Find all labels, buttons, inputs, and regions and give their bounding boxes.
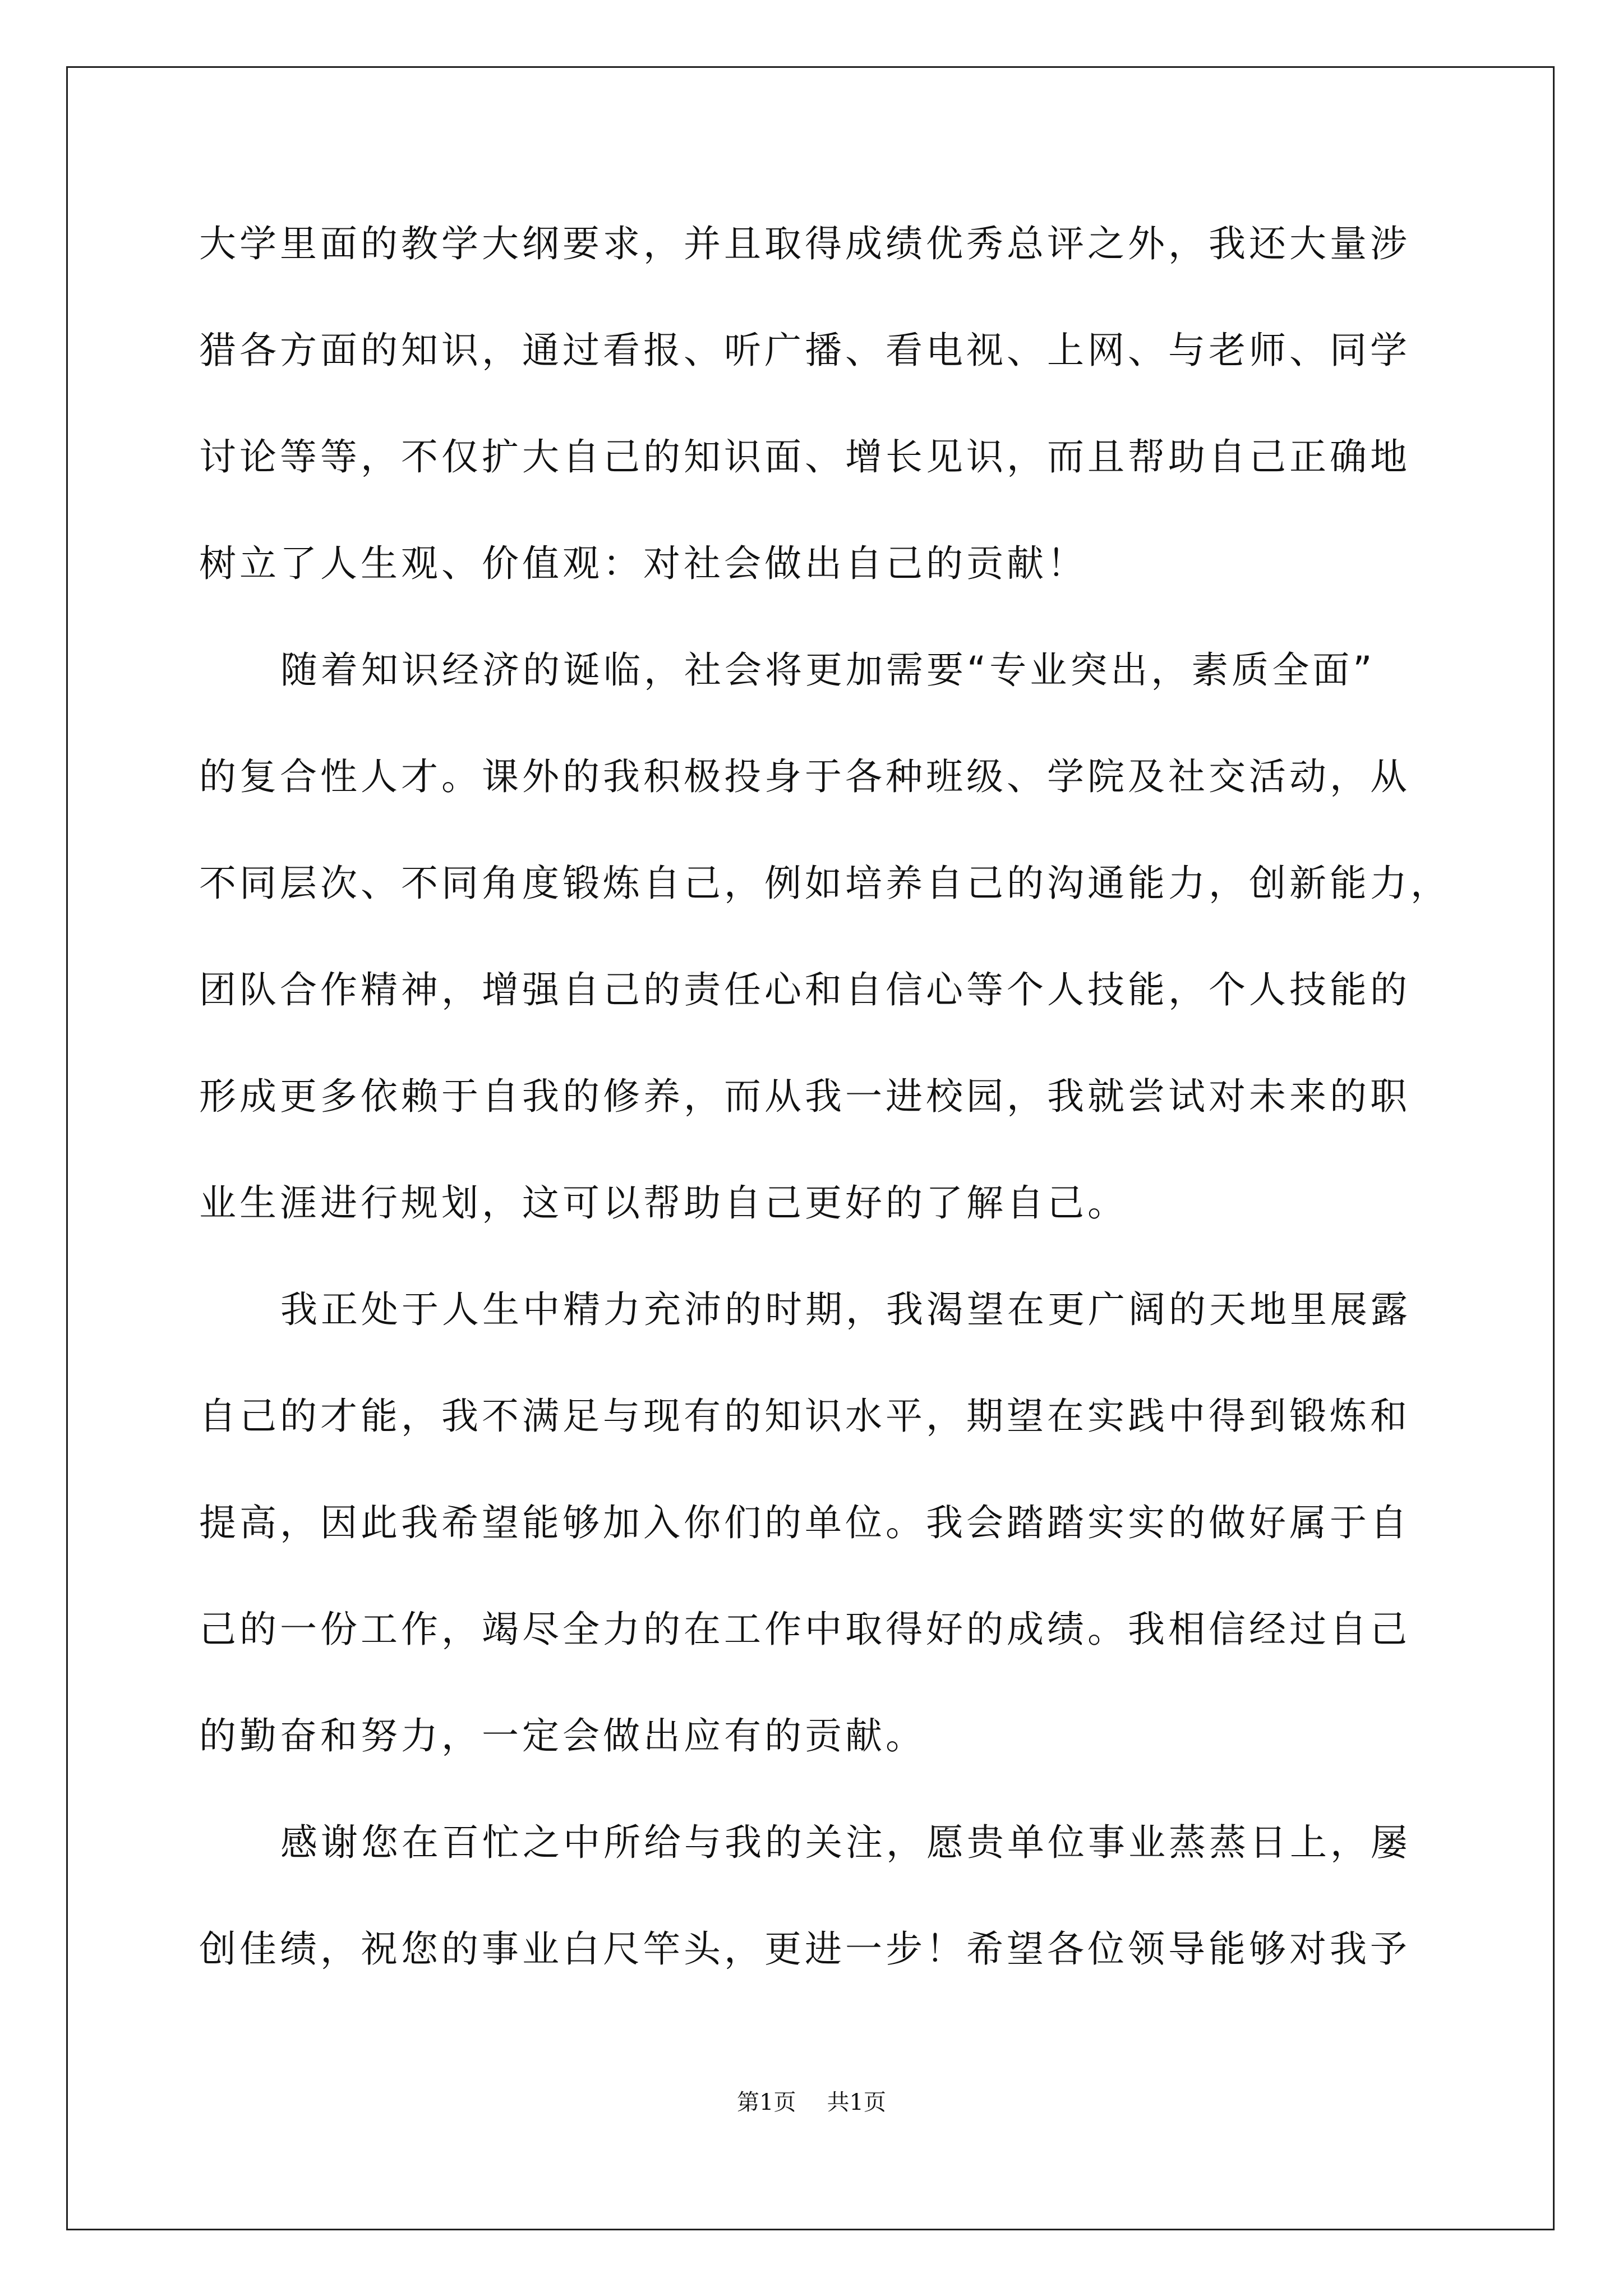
body-text-line: 团队合作精神，增强自己的责任心和自信心等个人技能，个人技能的 (199, 968, 1410, 1011)
body-text-line: 自己的才能，我不满足与现有的知识水平，期望在实践中得到锻炼和 (199, 1395, 1410, 1438)
body-text-line: 创佳绩，祝您的事业白尺竿头，更进一步！希望各位领导能够对我予 (199, 1927, 1410, 1971)
page-footer (0, 2086, 1623, 2119)
body-text-line: 的复合性人才。课外的我积极投身于各种班级、学院及社交活动，从 (199, 755, 1410, 798)
body-text-line: 形成更多依赖于自我的修养，而从我一进校园，我就尝试对未来的职 (199, 1075, 1410, 1118)
body-text-line: 大学里面的教学大纲要求，并且取得成绩优秀总评之外，我还大量涉 (199, 222, 1410, 265)
body-text-line: 猎各方面的知识，通过看报、听广播、看电视、上网、与老师、同学 (199, 329, 1410, 372)
body-text-line: 讨论等等，不仅扩大自己的知识面、增长见识，而且帮助自己正确地 (199, 435, 1410, 478)
body-text-line: 树立了人生观、价值观：对社会做出自己的贡献！ (199, 542, 1087, 585)
body-text-line: 业生涯进行规划，这可以帮助自己更好的了解自己。 (199, 1181, 1128, 1225)
paragraph-first-line: 我正处于人生中精力充沛的时期，我渴望在更广阔的天地里展露 (280, 1288, 1411, 1331)
page-number-total: 共1页 (827, 2090, 886, 2115)
page-border (66, 66, 1555, 2230)
body-text-line: 提高，因此我希望能够加入你们的单位。我会踏踏实实的做好属于自 (199, 1501, 1410, 1544)
paragraph-first-line: 感谢您在百忙之中所给与我的关注，愿贵单位事业蒸蒸日上，屡 (280, 1821, 1411, 1864)
body-text-line: 己的一份工作，竭尽全力的在工作中取得好的成绩。我相信经过自己 (199, 1608, 1410, 1651)
paragraph-first-line: 随着知识经济的诞临，社会将更加需要“专业突出，素质全面” (280, 648, 1376, 692)
body-text-line: 的勤奋和努力，一定会做出应有的贡献。 (199, 1714, 926, 1757)
page-number-current: 第1页 (737, 2090, 796, 2115)
body-text-line: 不同层次、不同角度锻炼自己，例如培养自己的沟通能力，创新能力， (199, 862, 1451, 905)
